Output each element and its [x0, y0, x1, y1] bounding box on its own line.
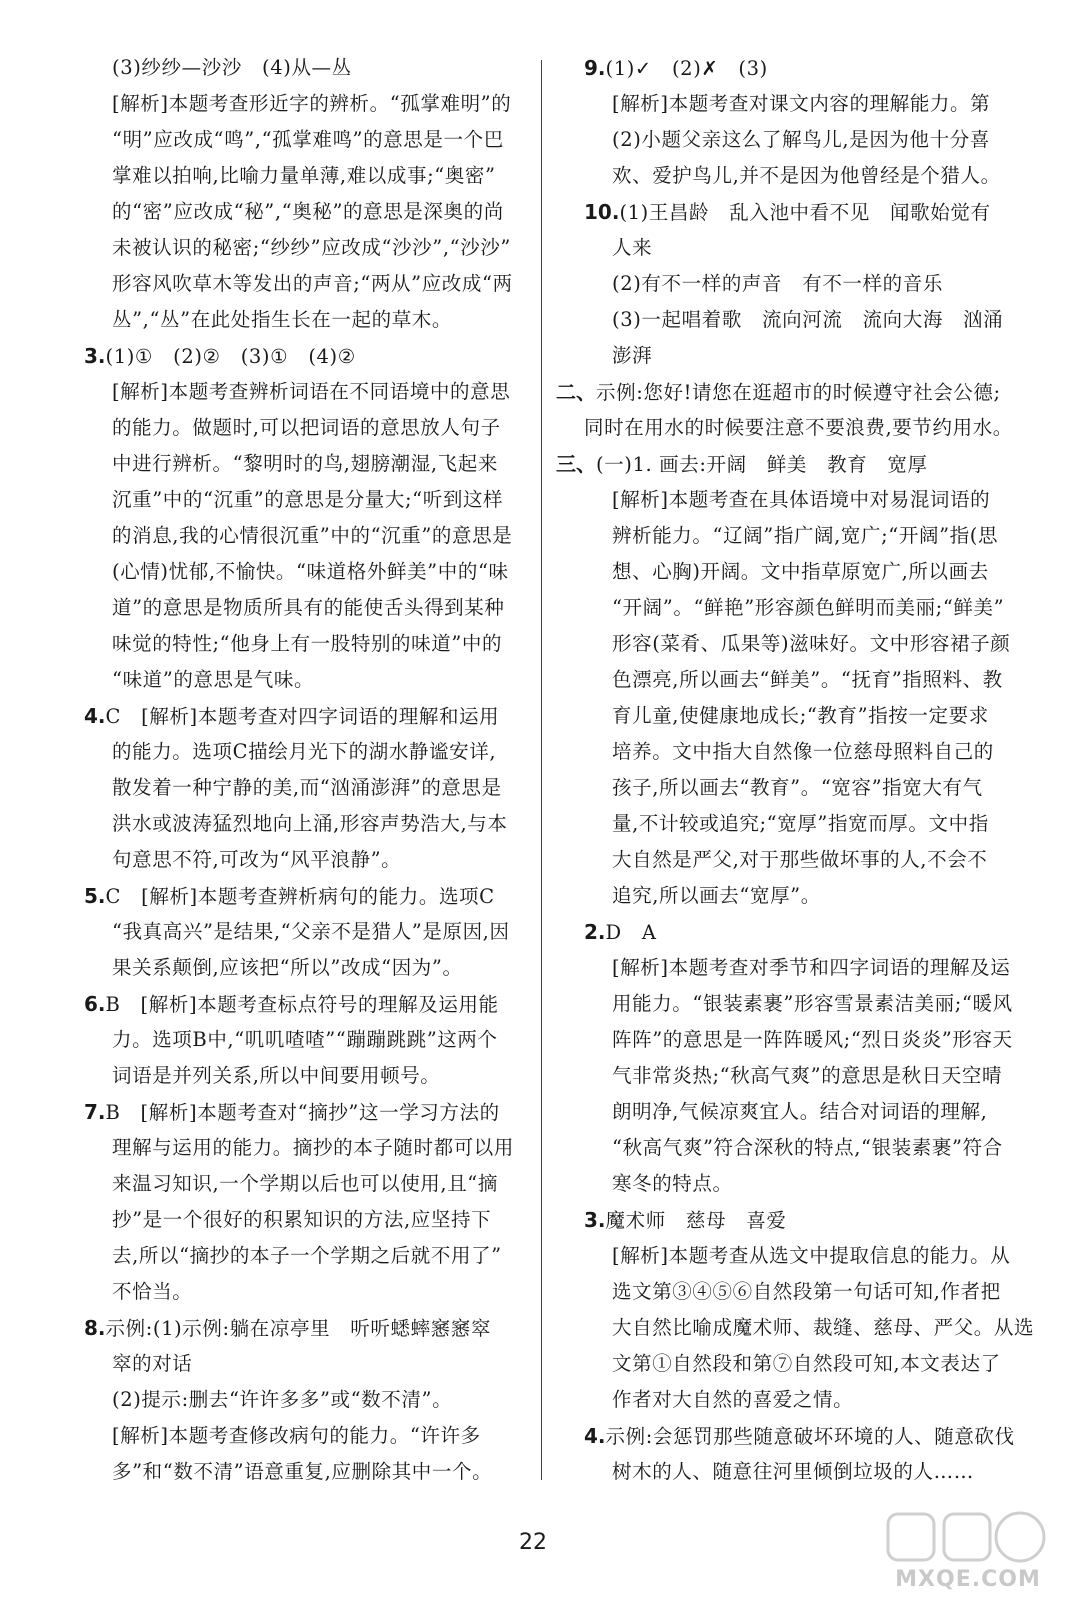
- answer-line: [84, 230, 534, 266]
- answer-text: 辨析能力。“辽阔”指广阔,宽广;“开阔”指(思: [612, 524, 999, 547]
- answer-text: D A: [605, 921, 657, 944]
- answer-text: 阵阵”的意思是一阵阵暖风;“烈日炎炎”形容天: [612, 1028, 1013, 1051]
- answer-line: [556, 950, 1036, 986]
- answer-text: 沉重”中的“沉重”的意思是分量大;“听到这样: [112, 488, 504, 511]
- answer-line: [556, 374, 1036, 410]
- answer-line: [84, 1310, 534, 1346]
- answer-text: 抄”是一个很好的积累知识的方法,应坚持下: [112, 1208, 492, 1231]
- answer-line: [556, 446, 1036, 482]
- answer-text: [解析]本题考查从选文中提取信息的能力。从: [612, 1244, 1011, 1267]
- column-divider: [541, 60, 542, 1480]
- answer-text: 人来: [612, 236, 653, 259]
- answer-line: [84, 1166, 534, 1202]
- answer-line: [84, 878, 534, 914]
- answer-line: [556, 1094, 1036, 1130]
- answer-line: [556, 878, 1036, 914]
- answer-line: [84, 410, 534, 446]
- answer-text: 味觉的特性;“他身上有一股特别的味道”中的: [112, 632, 503, 655]
- answer-line: [84, 1418, 534, 1454]
- answer-line: [556, 50, 1036, 86]
- answer-text: 窣的对话: [112, 1352, 193, 1375]
- answer-text: 掌难以拍响,比喻力量单薄,难以成事;“奥密”: [112, 164, 496, 187]
- answer-line: [556, 554, 1036, 590]
- answer-line: [84, 338, 534, 374]
- answer-text: 大自然比喻成魔术师、裁缝、慈母、严父。从选: [612, 1316, 1035, 1339]
- answer-line: [84, 662, 534, 698]
- answer-line: [556, 518, 1036, 554]
- answer-line: [556, 734, 1036, 770]
- answer-line: [556, 86, 1036, 122]
- question-number: 5.: [84, 884, 106, 908]
- answer-text: 培养。文中指大自然像一位慈母照料自己的: [612, 740, 994, 763]
- answer-text: 气非常炎热;“秋高气爽”的意思是秋日天空晴: [612, 1064, 1003, 1087]
- answer-line: [84, 374, 534, 410]
- answer-text: 的消息,我的心情很沉重”中的“沉重”的意思是: [112, 524, 513, 547]
- answer-line: [556, 1058, 1036, 1094]
- answer-line: [84, 482, 534, 518]
- answer-text: 示例:(1)示例:躺在凉亭里 听听蟋蟀窸窸窣: [105, 1317, 491, 1340]
- answer-text: 形容风吹草木等发出的声音;“两从”应改成“两: [112, 272, 513, 295]
- answer-text: 形容(菜肴、瓜果等)滋味好。文中形容裙子颜: [612, 632, 1011, 655]
- answer-line: [556, 1274, 1036, 1310]
- answer-text: 理解与运用的能力。摘抄的本子随时都可以用: [112, 1136, 515, 1159]
- answer-text: B [解析]本题考查对“摘抄”这一学习方法的: [105, 1101, 500, 1124]
- answer-text: 文第①自然段和第⑦自然段可知,本文表达了: [612, 1352, 1001, 1375]
- answer-text: (1)✓ (2)✗ (3): [605, 57, 768, 80]
- answer-line: [556, 230, 1036, 266]
- answer-text: 色漂亮,所以画去“鲜美”。“抚育”指照料、教: [612, 668, 1003, 691]
- answer-line: [84, 1274, 534, 1310]
- answer-text: (2)小题父亲这么了解鸟儿,是因为他十分喜: [612, 128, 990, 151]
- answer-text: 洪水或波涛猛烈地向上涌,形容声势浩大,与本: [112, 812, 508, 835]
- answer-line: [84, 734, 534, 770]
- answer-text: “明”应改成“鸣”,“孤掌难鸣”的意思是一个巴: [112, 128, 504, 151]
- answer-text: 不恰当。: [112, 1280, 193, 1303]
- answer-line: [84, 590, 534, 626]
- answer-text: (1)① (2)② (3)① (4)②: [105, 345, 356, 368]
- answer-line: [84, 1130, 534, 1166]
- answer-line: [556, 1202, 1036, 1238]
- question-number: 10.: [584, 200, 620, 224]
- answer-line: [556, 698, 1036, 734]
- answer-line: [84, 1382, 534, 1418]
- answer-text: “秋高气爽”符合深秋的特点,“银装素裹”符合: [612, 1136, 1003, 1159]
- answer-text: [解析]本题考查对课文内容的理解能力。第: [612, 92, 991, 115]
- answer-text: 育儿童,使健康地成长;“教育”指按一定要求: [612, 704, 989, 727]
- question-number: 3.: [84, 344, 106, 368]
- answer-line: [556, 122, 1036, 158]
- answer-line: [556, 338, 1036, 374]
- answer-text: “我真高兴”是结果,“父亲不是猎人”是原因,因: [112, 920, 510, 943]
- answer-text: 大自然是严父,对于那些做坏事的人,不会不: [612, 848, 988, 871]
- answer-line: [556, 770, 1036, 806]
- question-number: 6.: [84, 992, 106, 1016]
- answer-line: [556, 1130, 1036, 1166]
- answer-line: [556, 1166, 1036, 1202]
- answer-text: (3)一起唱着歌 流向河流 流向大海 汹涌: [612, 308, 1004, 331]
- answer-text: 示例:会惩罚那些随意破坏环境的人、随意砍伐: [605, 1425, 1015, 1448]
- question-number: 2.: [584, 920, 606, 944]
- answer-line: [556, 1346, 1036, 1382]
- answer-line: [84, 986, 534, 1022]
- answer-line: [84, 1202, 534, 1238]
- answer-line: [84, 1094, 534, 1130]
- question-number: 三、: [556, 452, 596, 476]
- answer-text: 想、心胸)开阔。文中指草原宽广,所以画去: [612, 560, 989, 583]
- answer-text: [解析]本题考查形近字的辨析。“孤掌难明”的: [112, 92, 512, 115]
- answer-text: 魔术师 慈母 喜爱: [605, 1209, 787, 1232]
- answer-line: [556, 194, 1036, 230]
- question-number: 二、: [556, 380, 596, 404]
- answer-line: [556, 158, 1036, 194]
- answer-line: [84, 158, 534, 194]
- answer-text: [解析]本题考查修改病句的能力。“许许多: [112, 1424, 481, 1447]
- answer-text: (2)提示:删去“许许多多”或“数不清”。: [112, 1388, 453, 1411]
- answer-text: 孩子,所以画去“教育”。“宽容”指宽大有气: [612, 776, 983, 799]
- answer-text: [解析]本题考查对季节和四字词语的理解及运: [612, 956, 1011, 979]
- answer-line: [556, 626, 1036, 662]
- answer-line: [556, 662, 1036, 698]
- question-number: 8.: [84, 1316, 106, 1340]
- answer-line: [84, 50, 534, 86]
- answer-text: 的能力。做题时,可以把词语的意思放人句子: [112, 416, 501, 439]
- answer-text: 未被认识的秘密;“纱纱”应改成“沙沙”,“沙沙”: [112, 236, 511, 259]
- left-column: [84, 50, 534, 1490]
- answer-line: [84, 122, 534, 158]
- answer-text: [解析]本题考查辨析词语在不同语境中的意思: [112, 380, 511, 403]
- answer-text: 中进行辨析。“黎明时的鸟,翅膀潮湿,飞起来: [112, 452, 498, 475]
- answer-text: 词语是并列关系,所以中间要用顿号。: [112, 1064, 441, 1087]
- answer-text: 果关系颠倒,应该把“所以”改成“因为”。: [112, 956, 463, 979]
- answer-text: (心情)忧郁,不愉快。“味道格外鲜美”中的“味: [112, 560, 509, 583]
- answer-line: [556, 806, 1036, 842]
- answer-line: [84, 1346, 534, 1382]
- answer-line: [84, 1454, 534, 1490]
- answer-text: C [解析]本题考查辨析病句的能力。选项C: [105, 885, 495, 908]
- answer-line: [84, 446, 534, 482]
- answer-line: [84, 1058, 534, 1094]
- answer-line: [556, 914, 1036, 950]
- answer-text: 欢、爱护鸟儿,并不是因为他曾经是个猎人。: [612, 164, 1001, 187]
- answer-line: [84, 194, 534, 230]
- question-number: 4.: [84, 704, 106, 728]
- answer-line: [556, 482, 1036, 518]
- answer-text: 来温习知识,一个学期以后也可以使用,且“摘: [112, 1172, 498, 1195]
- answer-text: (2)有不一样的声音 有不一样的音乐: [612, 272, 943, 295]
- answer-text: 句意思不符,可改为“风平浪静”。: [112, 848, 402, 871]
- answer-text: C [解析]本题考查对四字词语的理解和运用: [105, 705, 500, 728]
- answer-text: “味道”的意思是气味。: [112, 668, 315, 691]
- answer-text: 澎湃: [612, 344, 653, 367]
- answer-text: 去,所以“摘抄的本子一个学期之后就不用了”: [112, 1244, 502, 1267]
- answer-line: [556, 1454, 1036, 1490]
- answer-text: (1)王昌龄 乱入池中看不见 闻歌始觉有: [619, 201, 991, 224]
- question-number: 9.: [584, 56, 606, 80]
- answer-text: (一)1. 画去:开阔 鲜美 教育 宽厚: [596, 453, 928, 476]
- answer-line: [84, 698, 534, 734]
- answer-text: 丛”,“丛”在此处指生长在一起的草木。: [112, 308, 453, 331]
- watermark-seal-icon: [880, 1508, 1056, 1568]
- answer-line: [556, 1418, 1036, 1454]
- answer-text: 道”的意思是物质所具有的能使舌头得到某种: [112, 596, 505, 619]
- answer-line: [84, 842, 534, 878]
- answer-text: 追究,所以画去“宽厚”。: [612, 884, 821, 907]
- answer-line: [556, 410, 1036, 446]
- answer-text: 的能力。选项C描绘月光下的湖水静谧安详,: [112, 740, 497, 763]
- answer-text: 用能力。“银装素裹”形容雪景素洁美丽;“暖风: [612, 992, 1013, 1015]
- answer-line: [84, 914, 534, 950]
- answer-line: [84, 1022, 534, 1058]
- answer-text: 朗明净,气候凉爽宜人。结合对词语的理解,: [612, 1100, 988, 1123]
- answer-line: [556, 1310, 1036, 1346]
- watermark-text: MXQE.COM: [895, 1567, 1041, 1592]
- answer-line: [84, 626, 534, 662]
- answer-line: [84, 554, 534, 590]
- answer-line: [84, 518, 534, 554]
- question-number: 4.: [584, 1424, 606, 1448]
- answer-text: [解析]本题考查在具体语境中对易混词语的: [612, 488, 991, 511]
- answer-text: 同时在用水的时候要注意不要浪费,要节约用水。: [584, 416, 1013, 439]
- answer-line: [84, 950, 534, 986]
- answer-text: 寒冬的特点。: [612, 1172, 733, 1195]
- answer-line: [556, 266, 1036, 302]
- answer-text: B [解析]本题考查标点符号的理解及运用能: [105, 993, 499, 1016]
- answer-line: [556, 1238, 1036, 1274]
- answer-text: (3)纱纱—沙沙 (4)从—丛: [112, 56, 352, 79]
- answer-text: 力。选项B中,“叽叽喳喳”“蹦蹦跳跳”这两个: [112, 1028, 498, 1051]
- answer-line: [84, 1238, 534, 1274]
- page-number: 22: [519, 1530, 547, 1555]
- answer-line: [84, 302, 534, 338]
- answer-text: 量,不计较或追究;“宽厚”指宽而厚。文中指: [612, 812, 989, 835]
- answer-line: [84, 806, 534, 842]
- answer-text: 示例:您好!请您在逛超市的时候遵守社会公德;: [596, 381, 1001, 404]
- answer-line: [556, 1382, 1036, 1418]
- question-number: 3.: [584, 1208, 606, 1232]
- answer-line: [556, 842, 1036, 878]
- watermark-logo: [880, 1508, 1056, 1594]
- answer-line: [556, 302, 1036, 338]
- answer-text: 选文第③④⑤⑥自然段第一句话可知,作者把: [612, 1280, 1001, 1303]
- answer-line: [556, 1022, 1036, 1058]
- question-number: 7.: [84, 1100, 106, 1124]
- answer-text: “开阔”。“鲜艳”形容颜色鲜明而美丽;“鲜美”: [612, 596, 1005, 619]
- answer-line: [84, 770, 534, 806]
- answer-text: 多”和“数不清”语意重复,应删除其中一个。: [112, 1460, 493, 1483]
- answer-line: [556, 590, 1036, 626]
- answer-line: [84, 266, 534, 302]
- answer-line: [556, 986, 1036, 1022]
- right-column: [556, 50, 1036, 1490]
- answer-text: 作者对大自然的喜爱之情。: [612, 1388, 854, 1411]
- answer-text: 的“密”应改成“秘”,“奥秘”的意思是深奥的尚: [112, 200, 504, 223]
- answer-text: 树木的人、随意往河里倾倒垃圾的人……: [612, 1460, 974, 1483]
- answer-text: 散发着一种宁静的美,而“汹涌澎湃”的意思是: [112, 776, 502, 799]
- answer-line: [84, 86, 534, 122]
